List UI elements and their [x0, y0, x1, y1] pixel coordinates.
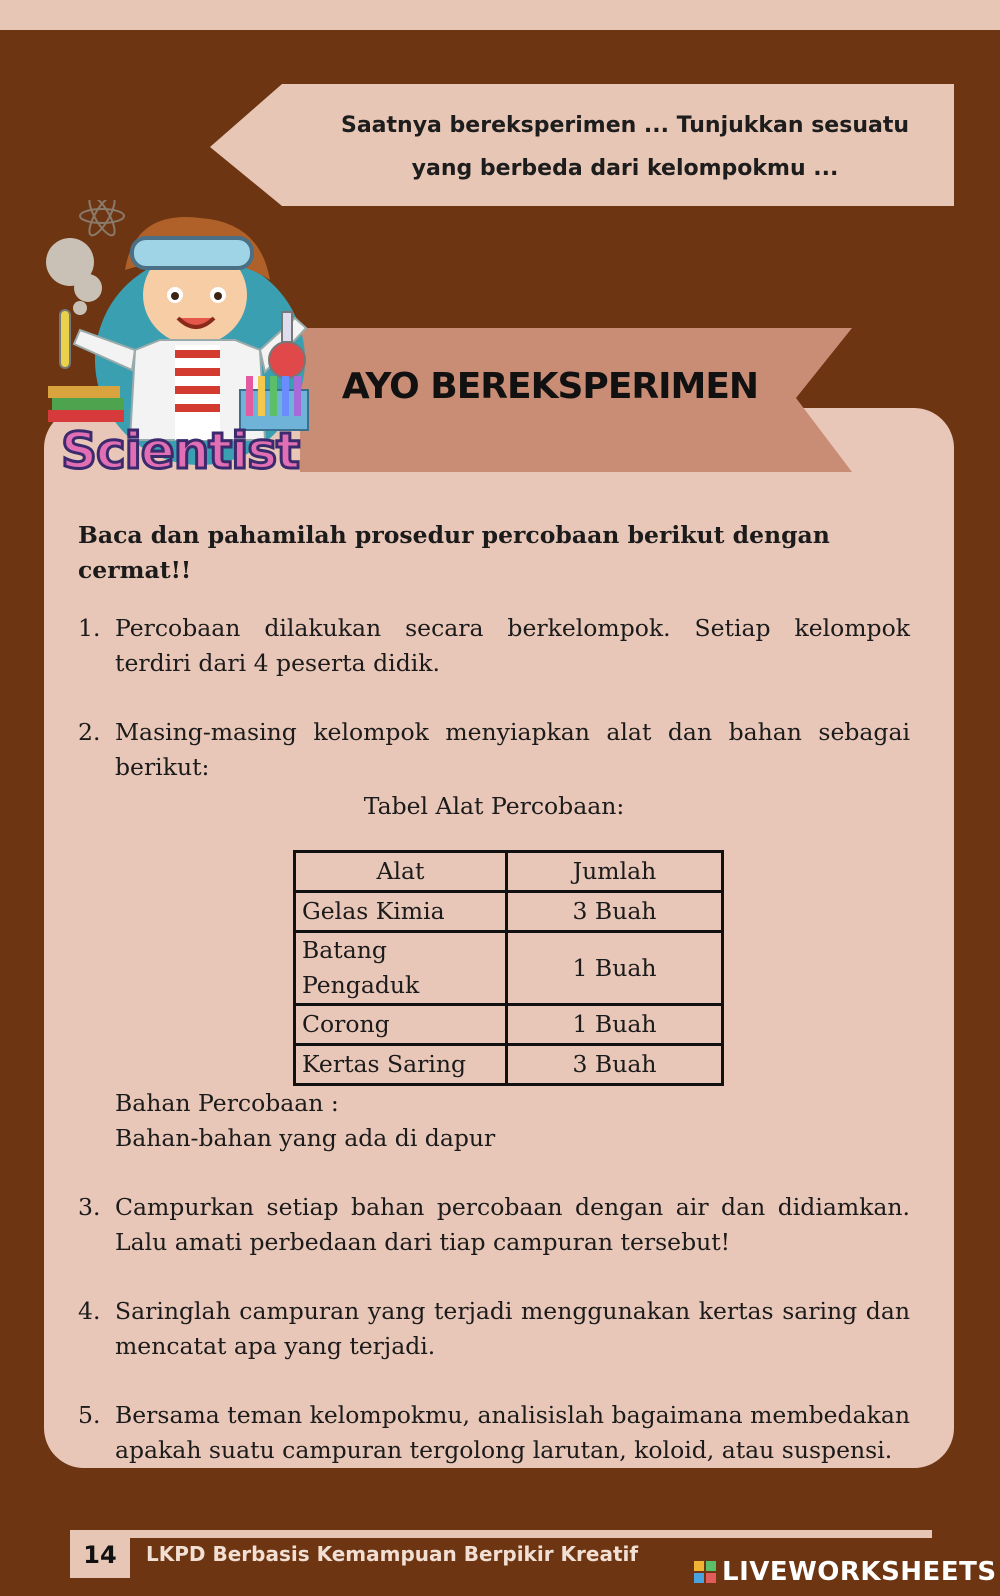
liveworksheets-logo[interactable]: [694, 1557, 997, 1587]
step-number: 2.: [78, 718, 101, 746]
section-title: AYO BEREKSPERIMEN: [341, 366, 759, 407]
callout-banner: [210, 84, 954, 210]
table-cell: Gelas Kimia: [295, 892, 507, 932]
table-header-jumlah: Jumlah: [507, 852, 723, 892]
intro-instruction: Baca dan pahamilah prosedur percobaan berikut dengan cermat!!: [78, 521, 830, 584]
step-text: Saringlah campuran yang terjadi menggunakan kertas saring dan mencatat apa yang terjadi.: [115, 1297, 910, 1360]
table-cell: 3 Buah: [507, 1045, 723, 1085]
section-title-ribbon: [300, 328, 852, 472]
top-strip: [0, 0, 1000, 30]
table-header-alat: Alat: [295, 852, 507, 892]
step-1: [78, 611, 910, 681]
books-icon: [48, 386, 124, 422]
step-number: 5.: [78, 1401, 101, 1429]
footer-title: LKPD Berbasis Kemampuan Berpikir Kreatif: [146, 1542, 639, 1566]
table-caption: Tabel Alat Percobaan:: [363, 792, 625, 820]
table-cell: 3 Buah: [507, 892, 723, 932]
step-text: Percobaan dilakukan secara berkelompok. Setiap kelompok terdiri dari 4 peserta didik.: [115, 614, 910, 677]
page-number: 14: [70, 1530, 130, 1578]
table-cell: 1 Buah: [507, 932, 723, 1005]
table-row: [295, 1005, 723, 1045]
table-row: [295, 892, 723, 932]
scientist-label: Scientist: [61, 422, 299, 480]
step-3: [78, 1190, 910, 1260]
materials-label: Bahan Percobaan :: [115, 1089, 339, 1117]
footer-divider: [70, 1530, 932, 1538]
procedure-content: [78, 518, 910, 1502]
step-text: Masing-masing kelompok menyiapkan alat dan bahan sebagai berikut:: [115, 718, 910, 781]
step-text: Campurkan setiap bahan percobaan dengan air dan didiamkan. Lalu amati perbedaan dari tiap campuran tersebut!: [115, 1193, 910, 1256]
callout-line-2: yang berbeda dari kelompokmu ...: [411, 156, 839, 181]
callout-text: [300, 104, 950, 190]
table-row: [295, 932, 723, 1005]
step-4: [78, 1294, 910, 1364]
liveworksheets-icon: [694, 1561, 716, 1583]
step-number: 1.: [78, 614, 101, 642]
step-number: 3.: [78, 1193, 101, 1221]
materials-value: Bahan-bahan yang ada di dapur: [115, 1124, 496, 1152]
test-tube-icon: [60, 310, 70, 368]
step-2: [78, 715, 910, 785]
table-cell: Kertas Saring: [295, 1045, 507, 1085]
step-5: [78, 1398, 910, 1468]
atom-icon: [80, 200, 124, 239]
table-cell: Batang Pengaduk: [295, 932, 507, 1005]
table-header-row: [295, 852, 723, 892]
liveworksheets-text: LIVEWORKSHEETS: [722, 1557, 997, 1587]
equipment-table: [293, 850, 724, 1086]
callout-line-1: Saatnya bereksperimen ... Tunjukkan sesuatu: [340, 113, 910, 138]
table-row: [295, 1045, 723, 1085]
step-number: 4.: [78, 1297, 101, 1325]
table-cell: Corong: [295, 1005, 507, 1045]
scientist-illustration: [40, 200, 325, 500]
table-cell: 1 Buah: [507, 1005, 723, 1045]
materials-block: [78, 1086, 910, 1156]
step-text: Bersama teman kelompokmu, analisislah bagaimana membedakan apakah suatu campuran tergolong larutan, koloid, atau suspensi.: [115, 1401, 910, 1464]
